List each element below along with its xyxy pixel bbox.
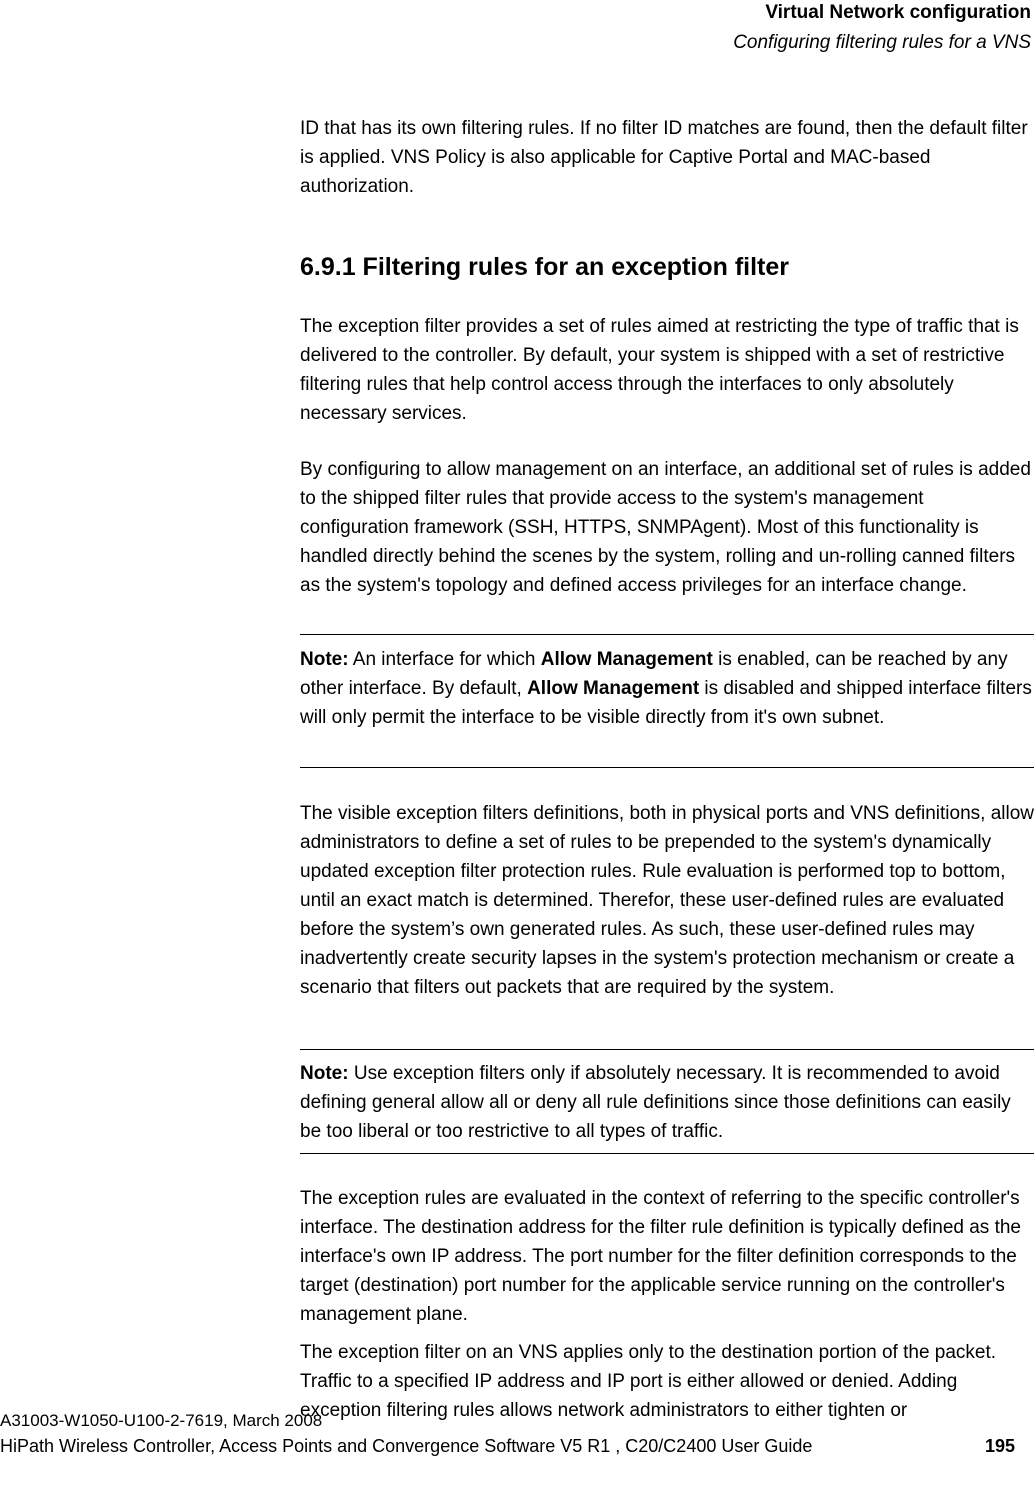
paragraph-3-text: The visible exception filters definitions, both in physical ports and VNS definitions, allow administrators to define a set of rules to be prepended to the system's dynamically updated exception filter protection rules. Rule evaluation is performed top to bottom, until an exact match is determined. Therefor, these user-defined rules are evaluated before the system’s own generated rules. As such, these user-defined rules may inadvertently create security lapses in the system's protection mechanism or create a scenario that filters out packets that are required by the system.: [300, 803, 1034, 998]
note-1-bold-b: Allow Management: [527, 678, 700, 699]
page-number: 195: [985, 1436, 1016, 1456]
note-2-text: Use exception filters only if absolutely necessary. It is recommended to avoid defining general allow all or deny all rule definitions since those definitions can easily be too liberal or too restrictive to all types of traffic.: [300, 1063, 1011, 1142]
note-1-bottom-rule: [300, 767, 1034, 768]
intro-paragraph: [300, 114, 1034, 201]
body-paragraph-4: [300, 1184, 1034, 1329]
note-2-label: Note:: [300, 1063, 349, 1084]
note-2: [300, 1059, 1034, 1146]
body-paragraph-2: [300, 455, 1034, 600]
note-2-body: [300, 1059, 1034, 1146]
note-1-text-b: is enabled, can be reached by any other interface. By default,: [300, 649, 1008, 699]
note-2-bottom-rule: [300, 1153, 1034, 1154]
paragraph-4-text: The exception rules are evaluated in the context of referring to the specific controller's interface. The destination address for the filter rule definition is typically defined as the interface's own IP address. The port number for the filter definition corresponds to the target (destination) port number for the applicable service running on the controller's management plane.: [300, 1188, 1021, 1325]
note-1-label: Note:: [300, 649, 349, 670]
note-1-body: [300, 645, 1034, 732]
note-1-top-rule: [300, 634, 1034, 635]
body-paragraph-3: [300, 799, 1034, 1002]
body-paragraph-1: [300, 312, 1034, 428]
intro-text: ID that has its own filtering rules. If no filter ID matches are found, then the default filter is applied. VNS Policy is also applicable for Captive Portal and MAC-based authorization.: [300, 118, 1028, 197]
footer-doc-id: A31003-W1050-U100-2-7619, March 2008: [0, 1411, 323, 1430]
note-1-text-a: An interface for which: [348, 649, 541, 670]
note-1: [300, 645, 1034, 732]
paragraph-2-text: By configuring to allow management on an interface, an additional set of rules is added to the shipped filter rules that provide access to the system's management configuration framework (SSH, HTTPS, SNMPAgent). Most of this functionality is handled directly behind the scenes by the system, rolling and un-rolling canned filters as the system's topology and defined access privileges for an interface change.: [300, 459, 1031, 596]
note-1-bold-a: Allow Management: [540, 649, 713, 670]
section-subtitle: Configuring filtering rules for a VNS: [733, 32, 1031, 53]
note-2-top-rule: [300, 1049, 1034, 1050]
chapter-title: Virtual Network configuration: [765, 2, 1031, 23]
paragraph-5-text: The exception filter on an VNS applies only to the destination portion of the packet. Traffic to a specified IP address and IP port is either allowed or denied. Adding exception filtering rules allows network administrators to either tighten or: [300, 1342, 997, 1421]
footer-doc-title: HiPath Wireless Controller, Access Points and Convergence Software V5 R1 , C20/C2400 User Guide: [0, 1436, 813, 1456]
section-heading: 6.9.1 Filtering rules for an exception filter: [300, 253, 790, 281]
body-paragraph-5: [300, 1338, 1034, 1425]
note-1-text-c: is disabled and shipped interface filters will only permit the interface to be visible directly from it's own subnet.: [300, 678, 1032, 728]
paragraph-1-text: The exception filter provides a set of rules aimed at restricting the type of traffic that is delivered to the controller. By default, your system is shipped with a set of restrictive filtering rules that help control access through the interfaces to only absolutely necessary services.: [300, 316, 1019, 424]
